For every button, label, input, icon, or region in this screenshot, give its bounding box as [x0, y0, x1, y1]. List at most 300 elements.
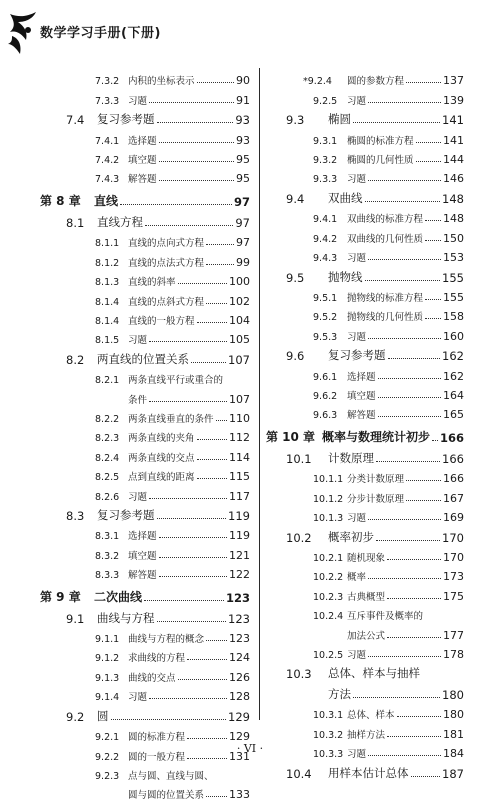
toc-leader-dots [406, 480, 441, 481]
toc-entry-page: 148 [442, 191, 464, 206]
toc-leader-dots [187, 659, 227, 660]
toc-leader-dots [197, 478, 227, 479]
toc-entry-number: 9.6.3 [313, 410, 338, 422]
toc-leader-dots [178, 679, 227, 680]
toc-entry-title: 圆的参数方程 [347, 76, 405, 88]
toc-entry-page: 178 [443, 647, 464, 661]
toc-entry-number: 7.4.1 [95, 135, 120, 147]
toc-leader-dots [159, 180, 234, 181]
toc-section-entry [40, 346, 250, 367]
toc-entry-number: 9.5.1 [313, 293, 338, 305]
toc-entry-number: 10.1 [286, 451, 312, 466]
toc-section-entry [266, 661, 464, 682]
toc-entry-title: 习题 [347, 253, 367, 265]
toc-entry-number: 9.5 [286, 270, 305, 285]
toc-entry-title: 圆与圆的位置关系 [128, 790, 205, 801]
toc-subsection-entry [40, 523, 250, 542]
toc-leader-dots [187, 758, 227, 759]
toc-entry-page: 95 [236, 172, 250, 186]
toc-section-entry [266, 185, 464, 206]
toc-subsection-entry [266, 166, 464, 185]
toc-entry-title: 复习参考题 [97, 508, 155, 523]
toc-entry-number: 9.1.4 [95, 692, 120, 704]
toc-subsection-entry [40, 464, 250, 483]
toc-entry-page: 141 [442, 113, 464, 128]
toc-entry-page: 97 [233, 195, 250, 210]
toc-entry-number: 10.1.2 [313, 493, 344, 505]
toc-subsection-entry [40, 483, 250, 502]
toc-entry-page: 129 [229, 730, 250, 744]
toc-leader-dots [178, 283, 227, 284]
toc-entry-title: 习题 [128, 95, 148, 107]
toc-leader-dots [206, 264, 234, 265]
toc-subsection-entry [266, 147, 464, 166]
toc-entry-title: 直线的点斜式方程 [128, 296, 205, 308]
toc-entry-title: 选择题 [128, 135, 157, 147]
toc-entry-title: 曲线与方程的概念 [128, 634, 205, 646]
toc-entry-number: 9.3.1 [313, 135, 338, 147]
toc-entry-page: 93 [236, 133, 250, 147]
toc-subsection-entry [40, 288, 250, 307]
toc-entry-number: 9.5.2 [313, 312, 338, 324]
toc-entry-number: 9.1.2 [95, 653, 120, 665]
toc-leader-dots [157, 122, 234, 123]
toc-entry-number: 10.3.3 [313, 749, 344, 761]
book-title: 数学学习手册(下册) [40, 26, 161, 41]
toc-leader-dots [387, 736, 441, 737]
toc-entry-page: 107 [229, 392, 250, 406]
toc-entry-number: 9.4.1 [313, 214, 338, 226]
toc-leader-dots [368, 578, 441, 579]
toc-section-entry [40, 107, 250, 128]
toc-entry-page: 141 [443, 133, 464, 147]
toc-entry-number: 7.4.2 [95, 155, 120, 167]
toc-subsection-entry [40, 664, 250, 683]
toc-leader-dots [206, 796, 227, 797]
toc-entry-page: 124 [229, 651, 250, 665]
toc-entry-title: 两条直线平行或重合的 [128, 375, 224, 387]
toc-entry-title: 概率初步 [328, 529, 374, 544]
toc-section-entry [266, 343, 464, 364]
toc-section-entry [40, 503, 250, 524]
toc-entry-number: 10.3.1 [313, 710, 344, 722]
toc-entry-number: 9.1.3 [95, 672, 120, 684]
toc-entry-number: 第 10 章 [266, 430, 316, 445]
toc-leader-dots [206, 640, 227, 641]
toc-entry-title: 用样本估计总体 [328, 765, 409, 780]
toc-entry-page: 177 [443, 628, 464, 642]
toc-entry-number: 9.1 [66, 611, 85, 626]
toc-entry-number: *9.2.4 [303, 76, 332, 88]
toc-leader-dots [365, 280, 441, 281]
toc-leader-dots [387, 559, 441, 560]
toc-entry-title: 习题 [347, 649, 367, 661]
toc-entry-number: 8.2.3 [95, 433, 120, 445]
toc-entry-number: 9.2.5 [313, 95, 338, 107]
toc-subsection-entry [40, 327, 250, 346]
toc-entry-number: 9.5.3 [313, 331, 338, 343]
toc-entry-page: 123 [228, 611, 250, 626]
toc-entry-page: 173 [443, 570, 464, 584]
toc-subsection-entry [40, 386, 250, 405]
toc-section-entry [266, 760, 464, 781]
toc-entry-title: 直线方程 [97, 214, 143, 229]
toc-entry-page: 160 [443, 329, 464, 343]
toc-entry-number: 9.4.3 [313, 253, 338, 265]
toc-subsection-entry [266, 402, 464, 421]
toc-entry-page: 170 [442, 530, 464, 545]
toc-entry-title: 选择题 [347, 371, 376, 383]
toc-entry-page: 175 [443, 589, 464, 603]
toc-entry-title: 椭圆的几何性质 [347, 155, 414, 167]
toc-entry-page: 123 [229, 632, 250, 646]
toc-leader-dots [387, 637, 441, 638]
toc-entry-number: 8.2.1 [95, 375, 120, 387]
toc-leader-dots [406, 500, 441, 501]
toc-leader-dots [368, 102, 441, 103]
toc-entry-page: 114 [229, 450, 250, 464]
column-divider [259, 68, 260, 720]
toc-entry-number: 9.2.1 [95, 732, 120, 744]
toc-entry-title: 曲线的交点 [128, 672, 176, 684]
toc-entry-title: 解答题 [128, 174, 157, 186]
toc-entry-page: 104 [229, 313, 250, 327]
toc-section-entry [266, 445, 464, 466]
toc-entry-title: 椭圆的标准方程 [347, 135, 414, 147]
toc-entry-number: 8.1 [66, 215, 85, 230]
toc-subsection-entry [266, 363, 464, 382]
toc-leader-dots [365, 201, 441, 202]
toc-subsection-entry [40, 147, 250, 166]
toc-entry-page: 181 [443, 727, 464, 741]
toc-entry-number: 10.1.3 [313, 513, 344, 525]
toc-entry-title: 抛物线的标准方程 [347, 293, 424, 305]
toc-leader-dots [353, 697, 440, 698]
toc-entry-page: 99 [236, 255, 250, 269]
toc-entry-number: 7.4 [66, 113, 85, 128]
toc-entry-number: 8.3.3 [95, 570, 120, 582]
toc-leader-dots [378, 397, 441, 398]
toc-entry-title: 抽样方法 [347, 729, 386, 741]
toc-entry-page: 119 [228, 509, 250, 524]
toc-subsection-entry [266, 642, 464, 661]
toc-leader-dots [425, 299, 441, 300]
toc-leader-dots [159, 142, 234, 143]
toc-entry-title: 双曲线 [328, 190, 363, 205]
toc-leader-dots [191, 362, 226, 363]
toc-entry-number: 8.1.2 [95, 257, 120, 269]
toc-entry-title: 总体、样本 [347, 710, 395, 722]
toc-leader-dots [197, 322, 227, 323]
toc-entry-page: 112 [229, 431, 250, 445]
toc-entry-number: 9.2.3 [95, 770, 120, 782]
toc-entry-number: 9.2.2 [95, 751, 120, 763]
toc-leader-dots [159, 557, 227, 558]
toc-entry-title: 随机现象 [347, 553, 386, 565]
toc-entry-title: 习题 [128, 692, 148, 704]
toc-entry-number: 10.2.2 [313, 572, 344, 584]
toc-subsection-entry [266, 721, 464, 740]
toc-entry-title: 圆的标准方程 [128, 732, 186, 744]
toc-entry-title: 复习参考题 [328, 348, 386, 363]
toc-leader-dots [159, 537, 227, 538]
toc-entry-number: 10.2.3 [313, 591, 344, 603]
toc-entry-title: 习题 [347, 513, 367, 525]
toc-entry-title: 抛物线 [328, 269, 363, 284]
toc-entry-page: 148 [443, 212, 464, 226]
toc-leader-dots [157, 518, 227, 519]
toc-entry-number: 8.1.4 [95, 315, 120, 327]
toc-entry-page: 146 [443, 172, 464, 186]
toc-entry-page: 170 [443, 551, 464, 565]
toc-entry-title: 填空题 [347, 391, 376, 403]
toc-entry-title: 习题 [128, 335, 148, 347]
toc-entry-number: 8.3.2 [95, 550, 120, 562]
toc-entry-title: 古典概型 [347, 591, 386, 603]
toc-leader-dots [376, 540, 440, 541]
toc-entry-number: 9.6 [286, 349, 305, 364]
toc-entry-page: 122 [229, 568, 250, 582]
toc-entry-number: 10.2.1 [313, 553, 344, 565]
toc-entry-number: 8.1.4 [95, 296, 120, 308]
toc-entry-page: 167 [443, 491, 464, 505]
toc-entry-page: 133 [229, 788, 250, 801]
toc-chapter-entry [266, 423, 464, 445]
toc-subsection-entry [40, 367, 250, 386]
toc-leader-dots [157, 621, 227, 622]
toc-subsection-entry [266, 206, 464, 225]
toc-entry-page: 187 [442, 766, 464, 781]
toc-subsection-entry [40, 562, 250, 581]
toc-entry-title: 直线的点法式方程 [128, 257, 205, 269]
toc-leader-dots [368, 755, 441, 756]
toc-entry-page: 180 [443, 708, 464, 722]
toc-entry-page: 150 [443, 231, 464, 245]
toc-entry-title: 内积的坐标表示 [128, 76, 195, 88]
toc-entry-number: 10.2.4 [313, 611, 344, 623]
toc-entry-page: 165 [443, 408, 464, 422]
toc-leader-dots [368, 656, 441, 657]
toc-leader-dots [206, 244, 234, 245]
toc-leader-dots [378, 416, 441, 417]
toc-entry-title: 计数原理 [328, 450, 374, 465]
toc-entry-page: 131 [229, 749, 250, 763]
toc-entry-number: 9.6.2 [313, 391, 338, 403]
toc-entry-page: 158 [443, 310, 464, 324]
toc-chapter-entry [40, 187, 250, 209]
toc-entry-title: 直线的点向式方程 [128, 238, 205, 250]
toc-subsection-entry [40, 425, 250, 444]
toc-subsection-entry [40, 87, 250, 106]
toc-entry-number: 10.2 [286, 530, 312, 545]
toc-leader-dots [378, 378, 441, 379]
toc-entry-title: 两条直线的夹角 [128, 433, 195, 445]
toc-subsection-entry [40, 230, 250, 249]
toc-subsection-entry [266, 87, 464, 106]
toc-subsection-entry [266, 485, 464, 504]
toc-entry-title: 椭圆 [328, 112, 351, 127]
toc-entry-title: 抛物线的几何性质 [347, 312, 424, 324]
toc-subsection-entry [40, 542, 250, 561]
toc-subsection-entry [40, 249, 250, 268]
toc-entry-title: 习题 [347, 95, 367, 107]
toc-entry-title: 直线的一般方程 [128, 315, 195, 327]
toc-leader-dots [197, 82, 234, 83]
toc-entry-page: 137 [443, 74, 464, 88]
toc-entry-number: 9.6.1 [313, 371, 338, 383]
toc-leader-dots [406, 82, 441, 83]
toc-subsection-entry [266, 383, 464, 402]
toc-entry-title: 习题 [347, 174, 367, 186]
toc-entry-title: 方法 [328, 686, 351, 701]
toc-entry-page: 155 [442, 270, 464, 285]
toc-left-column [40, 68, 250, 801]
toc-leader-dots [197, 439, 227, 440]
toc-entry-number: 7.4.3 [95, 174, 120, 186]
toc-entry-number: 9.4 [286, 191, 305, 206]
toc-entry-page: 166 [440, 431, 465, 446]
toc-entry-title: 互斥事件及概率的 [347, 611, 424, 623]
toc-leader-dots [368, 338, 441, 339]
toc-entry-page: 126 [229, 670, 250, 684]
toc-entry-title: 两条直线垂直的条件 [128, 413, 214, 425]
toc-entry-number: 8.2 [66, 352, 85, 367]
toc-entry-title: 分步计数原理 [347, 493, 405, 505]
toc-entry-page: 184 [443, 747, 464, 761]
toc-entry-title: 分类计数原理 [347, 474, 405, 486]
toc-entry-title: 概率 [347, 572, 367, 584]
toc-entry-page: 97 [235, 215, 250, 230]
toc-entry-page: 144 [443, 153, 464, 167]
toc-entry-title: 概率与数理统计初步 [322, 430, 431, 445]
toc-entry-number: 8.2.5 [95, 472, 120, 484]
toc-entry-title: 解答题 [347, 410, 376, 422]
toc-subsection-entry [266, 545, 464, 564]
toc-leader-dots [111, 719, 227, 720]
toc-leader-dots [187, 738, 227, 739]
toc-entry-title: 双曲线的标准方程 [347, 214, 424, 226]
toc-leader-dots [353, 122, 440, 123]
toc-subsection-entry [40, 444, 250, 463]
toc-subsection-entry [40, 763, 250, 782]
toc-entry-title: 加法公式 [347, 630, 386, 642]
toc-entry-number: 8.3.1 [95, 531, 120, 543]
toc-entry-title: 直线 [94, 194, 119, 209]
toc-subsection-entry [266, 583, 464, 602]
toc-entry-page: 107 [228, 352, 250, 367]
toc-leader-dots [149, 341, 227, 342]
toc-entry-number: 9.1.1 [95, 634, 120, 646]
toc-leader-dots [425, 220, 441, 221]
page-header [6, 10, 246, 56]
toc-section-entry [266, 264, 464, 285]
toc-leader-dots [376, 461, 440, 462]
toc-entry-number: 10.2.5 [313, 649, 344, 661]
toc-subsection-entry [266, 323, 464, 342]
toc-entry-number: 8.3 [66, 509, 85, 524]
toc-entry-number: 7.3.2 [95, 76, 120, 88]
toc-entry-number: 9.2 [66, 709, 85, 724]
toc-entry-title: 填空题 [128, 550, 157, 562]
toc-entry-page: 110 [229, 411, 250, 425]
toc-entry-page: 155 [443, 291, 464, 305]
toc-chapter-entry [40, 583, 250, 605]
toc-entry-page: 128 [229, 690, 250, 704]
toc-entry-page: 153 [443, 251, 464, 265]
toc-section-entry [40, 209, 250, 230]
toc-section-entry [266, 107, 464, 128]
toc-leader-dots [149, 698, 227, 699]
toc-leader-dots [416, 161, 441, 162]
toc-entry-title: 直线的斜率 [128, 277, 176, 289]
toc-subsection-entry [40, 166, 250, 185]
toc-entry-title: 解答题 [128, 570, 157, 582]
toc-entry-page: 97 [236, 236, 250, 250]
toc-entry-title: 填空题 [128, 155, 157, 167]
toc-entry-page: 121 [229, 548, 250, 562]
toc-entry-page: 95 [236, 153, 250, 167]
toc-entry-page: 91 [236, 93, 250, 107]
toc-entry-number: 8.1.3 [95, 277, 120, 289]
toc-subsection-entry [266, 603, 464, 622]
toc-entry-number: 9.3 [286, 113, 305, 128]
toc-leader-dots [159, 161, 234, 162]
toc-leader-dots [206, 303, 227, 304]
toc-subsection-entry [40, 127, 250, 146]
toc-entry-number: 10.1.1 [313, 474, 344, 486]
toc-entry-number: 第 8 章 [40, 194, 81, 209]
toc-entry-title: 求曲线的方程 [128, 653, 186, 665]
toc-leader-dots [144, 600, 224, 601]
toc-entry-page: 102 [229, 294, 250, 308]
toc-section-entry [40, 605, 250, 626]
toc-subsection-entry [266, 225, 464, 244]
toc-leader-dots [397, 716, 441, 717]
toc-section-entry [40, 703, 250, 724]
toc-entry-number: 8.2.2 [95, 413, 120, 425]
toc-entry-title: 圆 [97, 708, 109, 723]
toc-entry-number: 10.4 [286, 766, 312, 781]
toc-entry-title: 选择题 [128, 531, 157, 543]
toc-entry-title: 习题 [128, 491, 148, 503]
toc-entry-page: 105 [229, 333, 250, 347]
toc-entry-title: 二次曲线 [94, 590, 143, 605]
toc-leader-dots [145, 225, 233, 226]
toc-entry-number: 10.3 [286, 667, 312, 682]
toc-subsection-entry [266, 564, 464, 583]
toc-entry-page: 139 [443, 93, 464, 107]
toc-subsection-entry [266, 702, 464, 721]
toc-entry-title: 总体、样本与抽样 [328, 666, 420, 681]
toc-entry-page: 164 [443, 389, 464, 403]
toc-subsection-entry [266, 466, 464, 485]
toc-entry-page: 129 [228, 709, 250, 724]
toc-entry-title: 曲线与方程 [97, 610, 155, 625]
toc-subsection-entry [266, 127, 464, 146]
toc-entry-title: 条件 [128, 394, 148, 406]
toc-subsection-entry [40, 626, 250, 645]
toc-entry-title: 点到直线的距离 [128, 472, 195, 484]
toc-entry-page: 166 [442, 451, 464, 466]
toc-leader-dots [416, 142, 441, 143]
toc-entry-page: 119 [229, 529, 250, 543]
toc-leader-dots [159, 576, 227, 577]
toc-leader-dots [411, 776, 441, 777]
toc-leader-dots [425, 240, 441, 241]
toc-entry-title: 习题 [347, 749, 367, 761]
toc-subsection-entry [40, 645, 250, 664]
toc-entry-number: 8.2.4 [95, 452, 120, 464]
